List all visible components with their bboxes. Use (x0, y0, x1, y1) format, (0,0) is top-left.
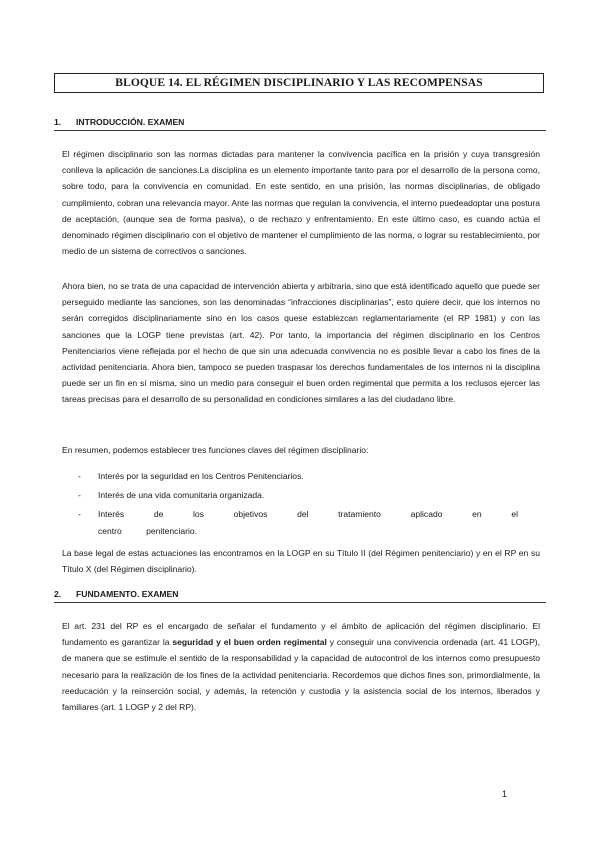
section-2-text-b: y conseguir una convivencia ordenada (art. 41 LOGP), de manera que se estimule el sentido de la responsabilidad y la capacidad de autocontrol de los internos como presupuesto necesario para la realización de los fines de la actividad penitenciaria. Recordemos que dichos fines son, primordialmente, la reeducación y la reinserción social, y además, la retención y custodia y la asistencia social de los internos, liberados y familiares (art. 1 LOGP y 2 del RP). (62, 637, 540, 713)
document-title: BLOQUE 14. EL RÉGIMEN DISCIPLINARIO Y LAS RECOMPENSAS (54, 73, 544, 93)
section-1-paragraph-3: En resumen, podemos establecer tres funciones claves del régimen disciplinario: (62, 445, 369, 455)
section-1-title: INTRODUCCIÓN. EXAMEN (76, 117, 185, 127)
list-item-text: Interés de una vida comunitaria organizada. (98, 490, 265, 501)
section-1-paragraph-4: La base legal de estas actuaciones las encontramos en la LOGP en su Título II (del Régimen penitenciario) y en el RP en su Título X (del Régimen disciplinario). (62, 548, 540, 575)
section-2-paragraph-1 (62, 618, 540, 715)
section-1-heading (54, 117, 546, 131)
section-2-bold-text: seguridad y el buen orden regimental (172, 637, 327, 648)
list-item (78, 506, 518, 538)
dash-bullet-icon: - (78, 490, 81, 501)
list-item-text: Interés por la seguridad en los Centros Penitenciarios. (98, 471, 304, 481)
page-number: 1 (502, 789, 508, 799)
section-2-title: FUNDAMENTO. EXAMEN (76, 589, 179, 599)
functions-list (78, 468, 518, 542)
dash-bullet-icon: - (78, 471, 81, 481)
list-item (78, 487, 518, 503)
section-2-number: 2. (54, 589, 62, 599)
dash-bullet-icon: - (78, 509, 81, 520)
section-2-heading (54, 589, 546, 603)
list-item-text: Interés de los objetivos del tratamiento aplicado en el centro penitenciario. (98, 509, 518, 536)
section-2-text-a: El art. 231 del RP es el encargado de señalar el fundamento y el ámbito de aplicación del régimen disciplinario. El fundamento es garantizar la (62, 621, 540, 648)
section-1-paragraph-2: Ahora bien, no se trata de una capacidad de intervención abierta y arbitraria, sino que está identificado aquello que puede ser perseguido mediante las sanciones, son las denominadas “infracciones disciplinarias”, esto quiere decir, que los internos no serán corregidos disciplinariamente sino en los casos quese establezcan reglamentariamente (el RP 1981) y con las sanciones que la LOGP tiene previstas (art. 42). Por tanto, la importancia del régimen disciplinario en los Centros Penitenciarios viene reflejada por el hecho de que sin una adecuada convivencia no es posible llevar a cabo los fines de la actividad penitenciaria. Ahora bien, tampoco se pueden traspasar los derechos fundamentales de los internos ni la disciplina puede ser un fin en sí misma, sino un medio para conseguir el buen orden regimental que permita a los reclusos ejercer las tareas precisas para el desarrollo de su personalidad en condiciones similares a las del ciudadano libre. (62, 281, 540, 405)
list-item (78, 468, 518, 484)
section-1-number: 1. (54, 117, 62, 127)
section-1-paragraph-1: El régimen disciplinario son las normas dictadas para mantener la convivencia pacífica en la prisión y cuya transgresión conlleva la aplicación de sanciones.La disciplina es un elemento importante tanto para por el desarrollo de la persona como, sobre todo, para la convivencia en comunidad. En este sentido, en una prisión, las normas disciplinarias, de obligado cumplimiento, cobran una relevancia mayor. Ante las normas que regulan la convivencia, el interno puedeadoptar una postura de aceptación, (aunque sea de forma pasiva), o de rechazo y enfrentamiento. En este último caso, es cuando actúa el denominado régimen disciplinario con el objetivo de mantener el cumplimiento de las norma, o lograr su restablecimiento, por medio de un sistema de correctivos o sanciones. (62, 149, 540, 257)
